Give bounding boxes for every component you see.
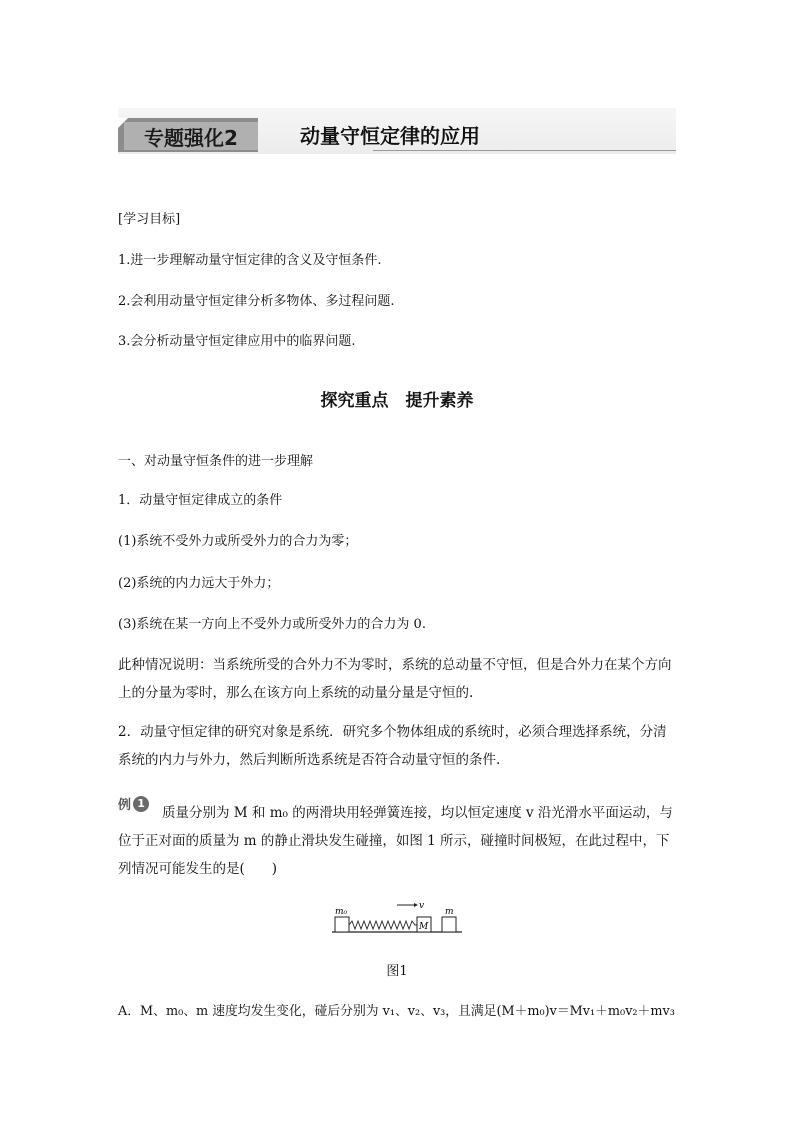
figure-1-diagram (330, 900, 465, 942)
subheading-2-paragraph: 2．动量守恒定律的研究对象是系统．研究多个物体组成的系统时，必须合理选择系统，分清系统的内力与外力，然后判断所选系统是否符合动量守恒的条件. (118, 724, 667, 768)
figure-caption: 图1 (386, 964, 408, 979)
option-a: A．M、m₀、m 速度均发生变化，碰后分别为 v₁、v₂、v₃，且满足(M＋m₀)v＝Mv₁＋m₀v₂＋mv₃ (118, 1004, 675, 1019)
section-heading: 探究重点 提升素养 (320, 391, 474, 411)
tag-corner (118, 118, 128, 128)
chapter-title: 动量守恒定律的应用 (300, 124, 480, 148)
spring (349, 921, 417, 929)
note-paragraph: 此种情况说明：当系统所受的合外力不为零时，系统的总动量不守恒，但是合外力在某个方向上的分量为零时，那么在该方向上系统的动量分量是守恒的. (118, 657, 672, 701)
label-m0: m₀ (335, 907, 348, 917)
topic-tag-label: 专题强化2 (124, 122, 258, 150)
arrowhead-icon (414, 903, 418, 907)
label-m: m (445, 907, 454, 917)
example-number: 1 (133, 796, 149, 812)
label-v: v (419, 901, 425, 911)
objectives-header: [学习目标] (118, 212, 181, 227)
label-M: M (419, 922, 429, 932)
block-m (442, 917, 456, 932)
block-m0 (335, 917, 349, 932)
objective-item: 2.会利用动量守恒定律分析多物体、多过程问题. (118, 294, 395, 309)
topic-tag (118, 118, 258, 152)
condition-item: (2)系统的内力远大于外力； (118, 576, 280, 591)
objective-item: 1.进一步理解动量守恒定律的含义及守恒条件. (118, 253, 382, 268)
banner-underline (373, 150, 676, 151)
objective-item: 3.会分析动量守恒定律应用中的临界问题. (118, 334, 356, 349)
example-label: 例 (118, 798, 132, 813)
condition-item: (1)系统不受外力或所受外力的合力为零； (118, 534, 358, 549)
example-text: 质量分别为 M 和 m₀ 的两滑块用轻弹簧连接，均以恒定速度 v 沿光滑水平面运动，与位于正对面的质量为 m 的静止滑块发生碰撞，如图 1 所示，碰撞时间极短，在此过程中，下列情况可能发生的是( ) (118, 805, 673, 877)
chapter-banner (118, 108, 676, 154)
condition-item: (3)系统在某一方向上不受外力或所受外力的合力为 0. (118, 617, 426, 632)
subheading-1: 1．动量守恒定律成立的条件 (118, 493, 283, 508)
part-title: 一、对动量守恒条件的进一步理解 (118, 454, 314, 469)
